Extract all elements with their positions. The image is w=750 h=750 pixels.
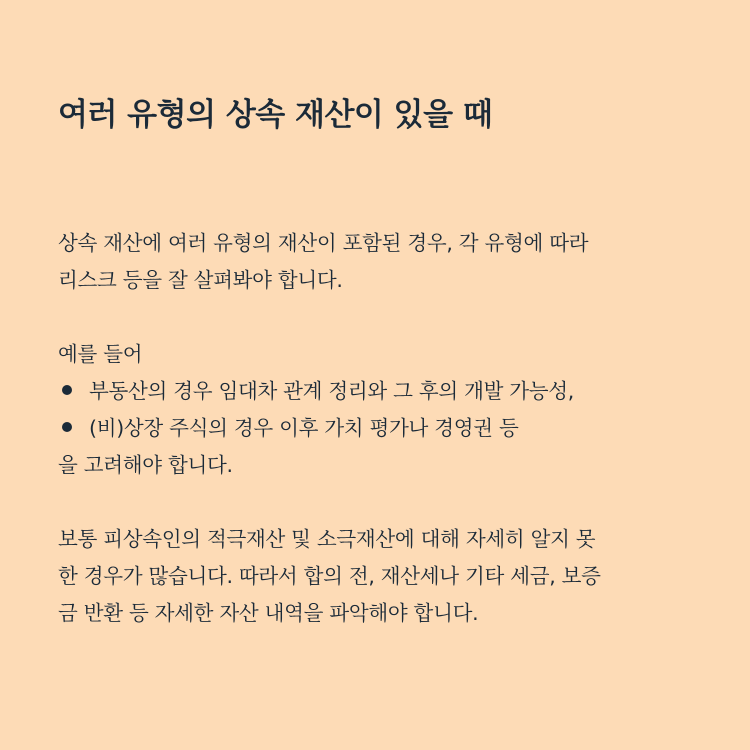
text-line: 한 경우가 많습니다. 따라서 합의 전, 재산세나 기타 세금, 보증 bbox=[58, 564, 601, 588]
text-line: 보통 피상속인의 적극재산 및 소극재산에 대해 자세히 알지 못 bbox=[58, 527, 596, 551]
text-line: 상속 재산에 여러 유형의 재산이 포함된 경우, 각 유형에 따라 bbox=[58, 231, 589, 255]
paragraph-advice bbox=[58, 521, 718, 632]
paragraph-examples bbox=[58, 336, 718, 484]
bullet-text: 부동산의 경우 임대차 관계 정리와 그 후의 개발 가능성, bbox=[89, 379, 575, 403]
bullet-dot-icon bbox=[62, 422, 72, 432]
page-title: 여러 유형의 상속 재산이 있을 때 bbox=[58, 97, 493, 133]
bullet-dot-icon bbox=[62, 385, 72, 395]
examples-outro: 을 고려해야 합니다. bbox=[58, 453, 233, 477]
bullet-list bbox=[58, 373, 718, 447]
bullet-item bbox=[58, 410, 718, 447]
text-line: 금 반환 등 자세한 자산 내역을 파악해야 합니다. bbox=[58, 601, 479, 625]
bullet-text: (비)상장 주식의 경우 이후 가치 평가나 경영권 등 bbox=[89, 416, 519, 440]
paragraph-intro bbox=[58, 225, 718, 299]
bullet-item bbox=[58, 373, 718, 410]
body-text bbox=[58, 225, 718, 669]
text-line: 리스크 등을 잘 살펴봐야 합니다. bbox=[58, 268, 343, 292]
examples-intro: 예를 들어 bbox=[58, 342, 143, 366]
